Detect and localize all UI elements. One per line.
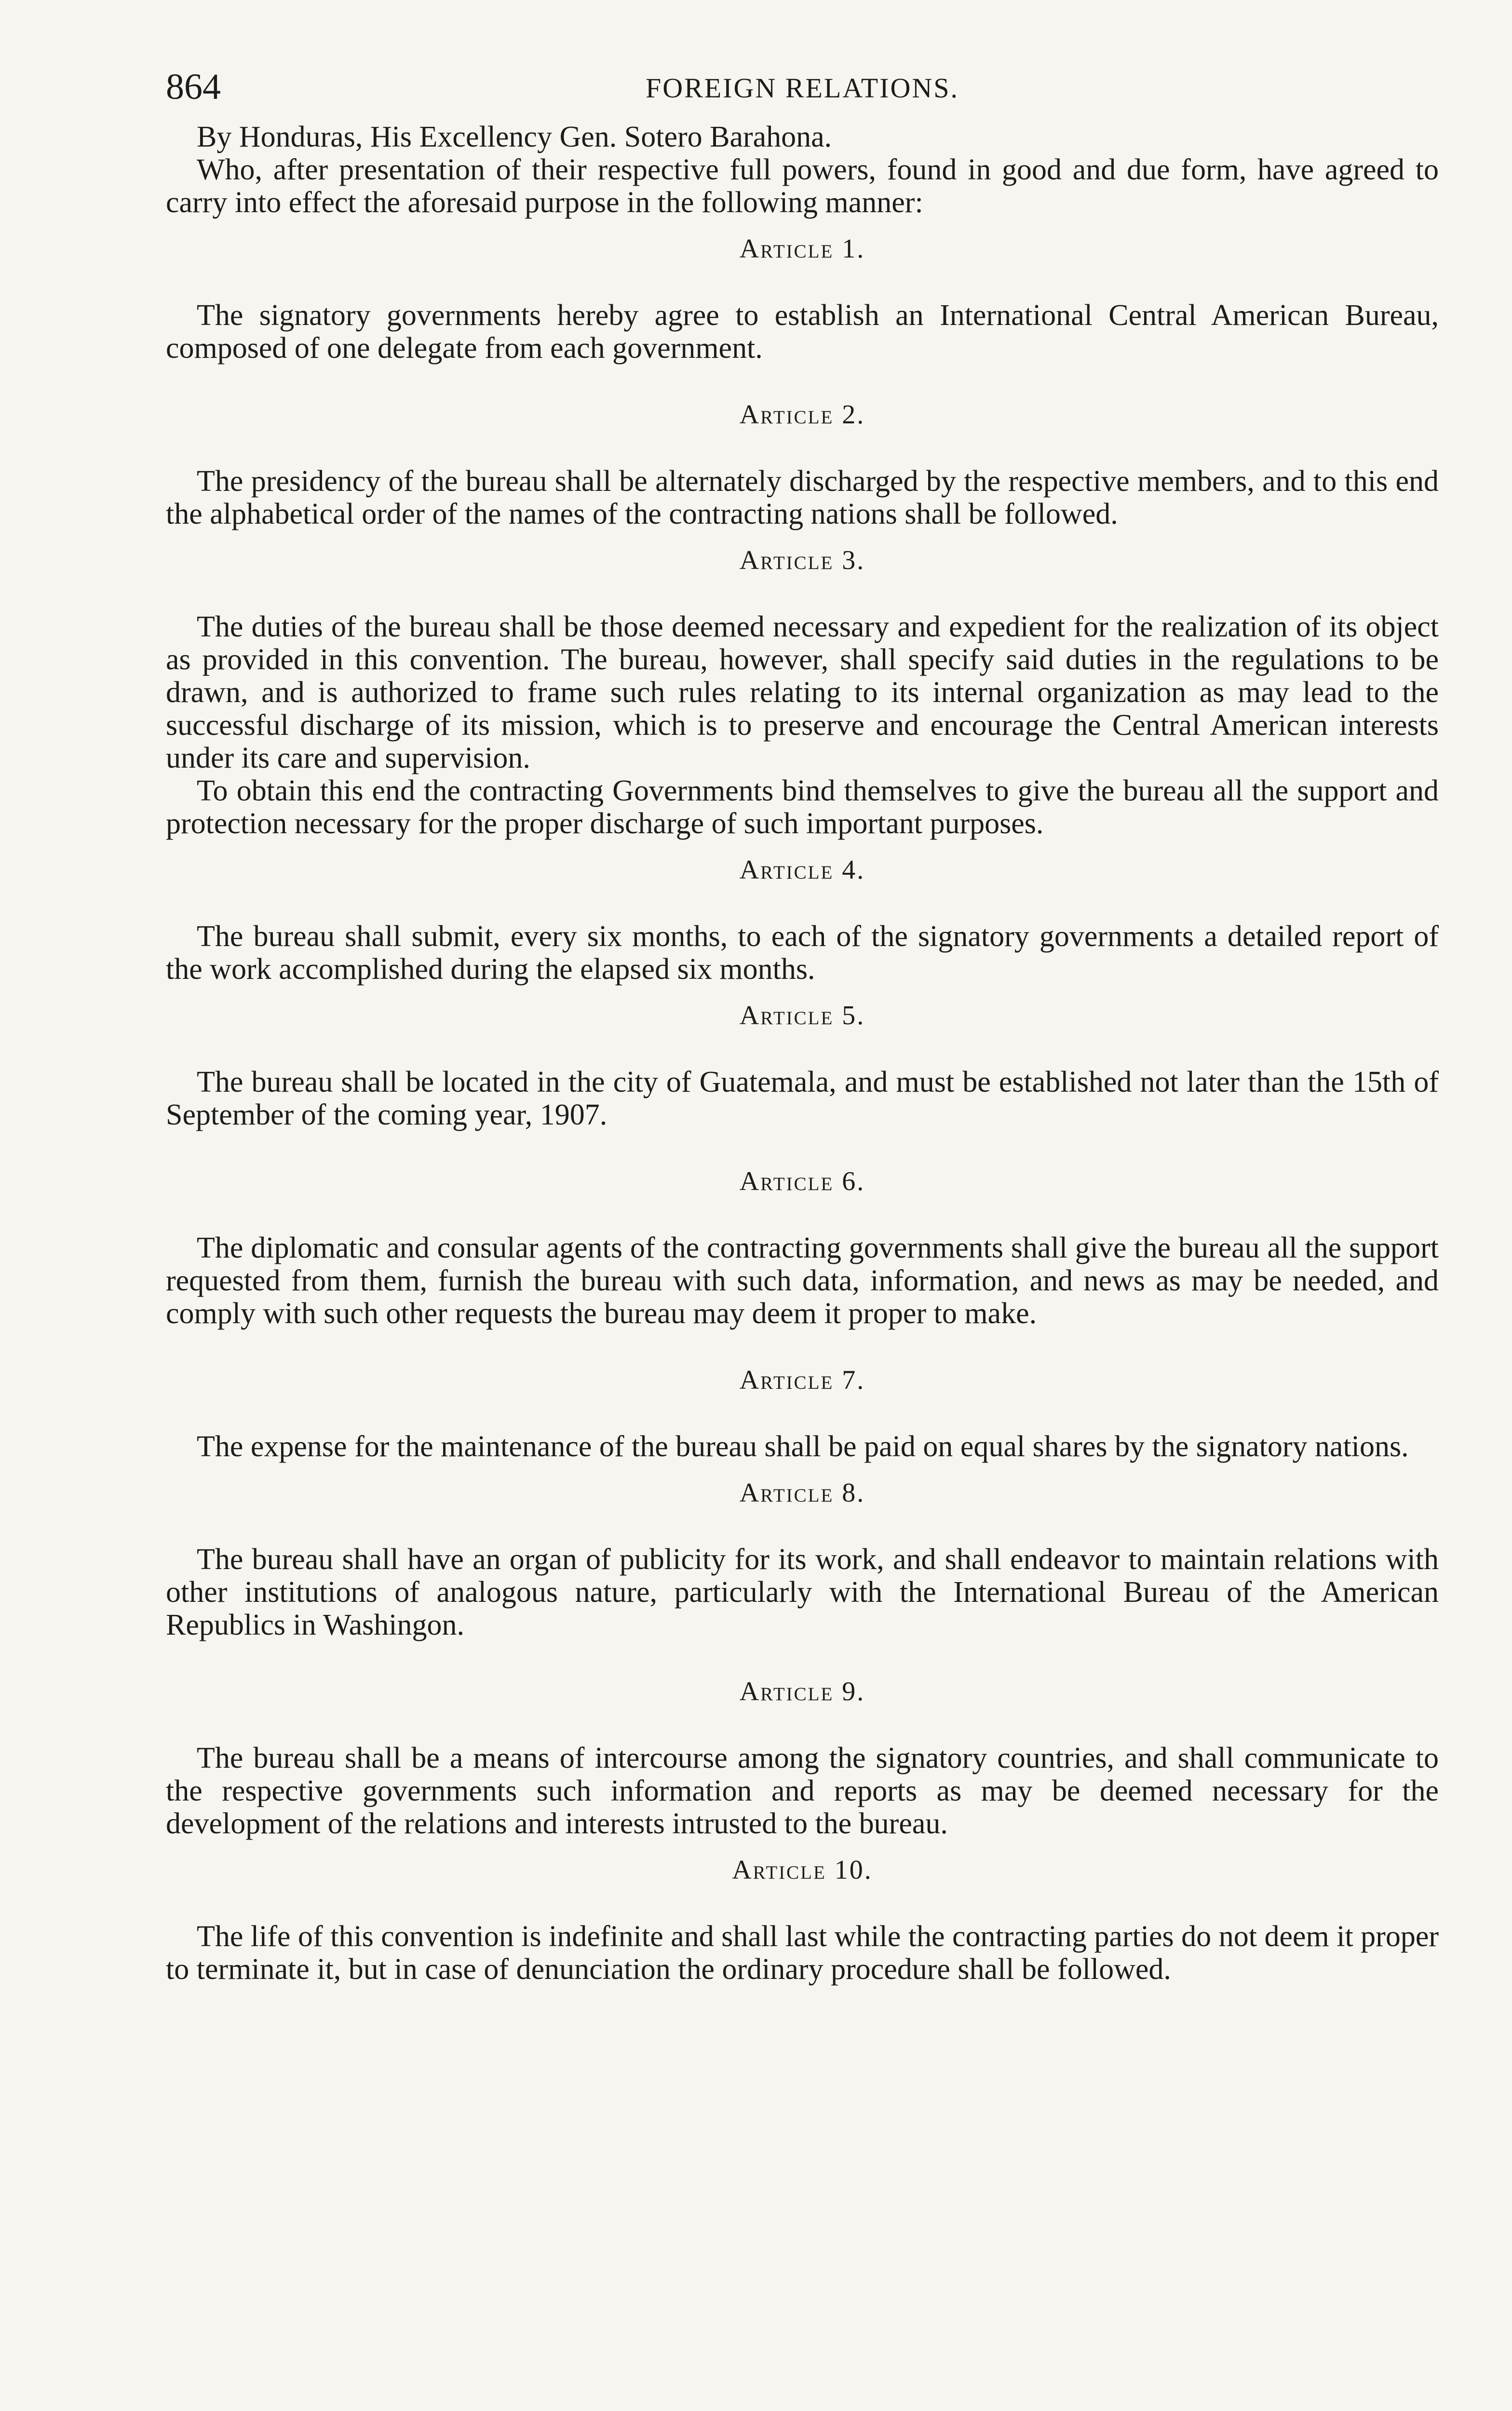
article-7-text: The expense for the maintenance of the bureau shall be paid on equal shares by the signatory nations. xyxy=(197,1430,1409,1463)
page-number: 864 xyxy=(166,67,221,107)
running-title: FOREIGN RELATIONS. xyxy=(645,72,959,104)
article-8-text: The bureau shall have an organ of publicity for its work, and shall endeavor to maintain relations with other institutions of analogous nature, particularly with the International Bureau of the American Republics in Washingon. xyxy=(166,1543,1439,1641)
document-page xyxy=(166,63,1439,1986)
article-9-text: The bureau shall be a means of intercourse among the signatory countries, and shall communicate to the respective governments such information and reports as may be deemed necessary for the development of the relations and interests intrusted to the bureau. xyxy=(166,1742,1439,1840)
article-heading-7: Article 7. xyxy=(739,1365,865,1395)
article-heading-5: Article 5. xyxy=(739,1001,865,1030)
article-heading-3: Article 3. xyxy=(739,545,865,575)
article-heading-8: Article 8. xyxy=(739,1478,865,1508)
article-heading-4: Article 4. xyxy=(739,855,865,885)
article-6-text: The diplomatic and consular agents of the contracting governments shall give the bureau all the support requested from them, furnish the bureau with such data, information, and news as may be needed, and comply with such other requests the bureau may deem it proper to make. xyxy=(166,1232,1439,1330)
article-heading-6: Article 6. xyxy=(739,1166,865,1196)
delegate-line: By Honduras, His Excellency Gen. Sotero Barahona. xyxy=(197,121,832,153)
article-3-text-2: To obtain this end the contracting Governments bind themselves to give the bureau all the support and protection necessary for the proper discharge of such important purposes. xyxy=(166,774,1439,840)
running-head xyxy=(166,63,1439,121)
agreement-paragraph: Who, after presentation of their respective full powers, found in good and due form, have agreed to carry into effect the aforesaid purpose in the following manner: xyxy=(166,153,1439,219)
article-5-text: The bureau shall be located in the city of Guatemala, and must be established not later than the 15th of September of the coming year, 1907. xyxy=(166,1066,1439,1131)
article-4-text: The bureau shall submit, every six months, to each of the signatory governments a detailed report of the work accomplished during the elapsed six months. xyxy=(166,920,1439,986)
article-heading-10: Article 10. xyxy=(732,1855,873,1885)
article-heading-2: Article 2. xyxy=(739,400,865,430)
article-10-text: The life of this convention is indefinite and shall last while the contracting parties do not deem it proper to terminate it, but in case of denunciation the ordinary procedure shall be followed. xyxy=(166,1920,1439,1986)
article-3-text: The duties of the bureau shall be those deemed necessary and expedient for the realization of its object as provided in this convention. The bureau, however, shall specify said duties in the regulations to be drawn, and is authorized to frame such rules relating to its internal organization as may lead to the successful discharge of its mission, which is to preserve and encourage the Central American interests under its care and supervision. xyxy=(166,610,1439,774)
article-2-text: The presidency of the bureau shall be alternately discharged by the respective members, and to this end the alphabetical order of the names of the contracting nations shall be followed. xyxy=(166,465,1439,530)
article-heading-9: Article 9. xyxy=(739,1677,865,1707)
article-1-text: The signatory governments hereby agree to establish an International Central American Bureau, composed of one delegate from each government. xyxy=(166,299,1439,365)
article-heading-1: Article 1. xyxy=(739,234,865,264)
